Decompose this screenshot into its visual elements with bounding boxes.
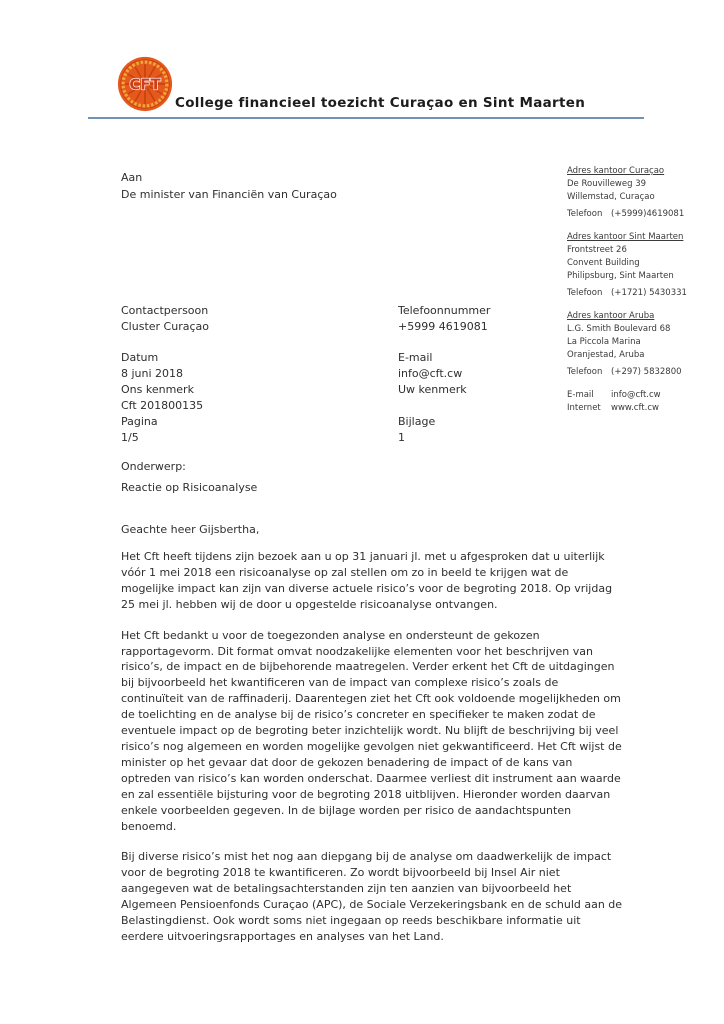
address-line: De Rouvilleweg 39 xyxy=(567,179,647,189)
phone-row xyxy=(567,287,719,300)
phone-number: (+1721) 5430331 xyxy=(611,288,687,298)
office-title: Adres kantoor Aruba xyxy=(567,311,655,321)
address-line: Oranjestad, Aruba xyxy=(567,350,645,360)
meta-values-row xyxy=(121,430,624,446)
email-label: E-mail xyxy=(398,351,433,364)
recipient-block xyxy=(121,169,337,203)
meta-labels-row xyxy=(121,350,624,366)
office-address-curacao xyxy=(567,165,719,221)
website-address: www.cft.cw xyxy=(611,403,659,413)
office-title: Adres kantoor Curaçao xyxy=(567,166,665,176)
salutation: Geachte heer Gijsbertha, xyxy=(121,523,260,536)
email-address: info@cft.cw xyxy=(611,390,661,400)
page-label: Pagina xyxy=(121,415,158,428)
phone-number: (+297) 5832800 xyxy=(611,367,682,377)
body-paragraph: Het Cft bedankt u voor de toegezonden analyse en ondersteunt de gekozen rapportagevorm. Dit format omvat noodzakelijke elementen voor het beschrijven van risico’s, de impact en de bijbehorende maatregelen. Verder erkent het Cft de uitdagingen bij bijvoorbeeld het kwantificeren van de impact van complexe risico’s zoals de continuïteit van de raffinaderij. Daarentegen ziet het Cft ook voldoende mogelijkheden om de toelichting en de analyse bij de risico’s concreter en specifieker te maken zodat de eventuele impact op de begroting beter inzichtelijk wordt. Nu blijft de beschrijving bij veel risico’s nog algemeen en worden mogelijke gevolgen niet gekwantificeerd. Het Cft wijst de minister op het gevaar dat door de gekozen benadering de impact of de kans van optreden van risico’s kan worden onderschat. Daarmee verliest dit instrument aan waarde en zal essentiële bijsturing voor de begroting 2018 uitblijven. Hieronder worden daarvan enkele voorbeelden gegeven. In de bijlage worden per risico de aandachtspunten benoemd. xyxy=(121,628,622,833)
phone-number: (+5999)4619081 xyxy=(611,209,685,219)
attachment-value: 1 xyxy=(398,431,405,444)
office-title: Adres kantoor Sint Maarten xyxy=(567,232,684,242)
email-value: info@cft.cw xyxy=(398,367,463,380)
meta-values-row xyxy=(121,398,624,414)
cft-logo-text: CFT xyxy=(129,75,161,94)
email-label: E-mail xyxy=(567,390,594,400)
internet-label: Internet xyxy=(567,403,601,413)
subject-value: Reactie op Risicoanalyse xyxy=(121,481,258,494)
subject-block xyxy=(121,456,257,498)
address-line: Willemstad, Curaçao xyxy=(567,192,655,202)
meta-labels-row xyxy=(121,414,624,430)
body-paragraph: Het Cft heeft tijdens zijn bezoek aan u op 31 januari jl. met u afgesproken dat u uiterlijk vóór 1 mei 2018 een risicoanalyse op zal stellen om zo in beeld te krijgen wat de mogelijke impact kan zijn van diverse actuele risico’s voor de begroting 2018. Op vrijdag 25 mei jl. hebben wij de door u opgestelde risicoanalyse ontvangen. xyxy=(121,550,613,611)
letter-body xyxy=(121,549,624,960)
address-line: Philipsburg, Sint Maarten xyxy=(567,271,674,281)
our-reference-value: Cft 201800135 xyxy=(121,399,204,412)
subject-label: Onderwerp: xyxy=(121,460,186,473)
meta-values-row xyxy=(121,366,624,382)
org-title: College financieel toezicht Curaçao en Sint Maarten xyxy=(175,95,586,111)
phone-label: Telefoon xyxy=(567,209,603,219)
phone-label: Telefoon xyxy=(567,367,603,377)
page-value: 1/5 xyxy=(121,431,139,444)
office-address-sint-maarten xyxy=(567,231,719,300)
phonenumber-value: +5999 4619081 xyxy=(398,320,488,333)
header-divider xyxy=(88,117,644,119)
contactperson-value: Cluster Curaçao xyxy=(121,320,209,333)
phone-label: Telefoon xyxy=(567,288,603,298)
address-line: La Piccola Marina xyxy=(567,337,641,347)
meta-values-row xyxy=(121,319,624,335)
address-line: Frontstreet 26 xyxy=(567,245,627,255)
attachment-label: Bijlage xyxy=(398,415,436,428)
recipient-name: De minister van Financiën van Curaçao xyxy=(121,188,337,201)
address-line: Convent Building xyxy=(567,258,640,268)
date-value: 8 juni 2018 xyxy=(121,367,184,380)
contactperson-label: Contactpersoon xyxy=(121,304,209,317)
meta-labels-row xyxy=(121,382,624,398)
phone-row xyxy=(567,208,719,221)
meta-labels-row xyxy=(121,303,624,319)
letter-meta xyxy=(121,303,624,446)
address-line: L.G. Smith Boulevard 68 xyxy=(567,324,671,334)
our-reference-label: Ons kenmerk xyxy=(121,383,194,396)
body-paragraph: Bij diverse risico’s mist het nog aan diepgang bij de analyse om daadwerkelijk de impact voor de begroting 2018 te kwantificeren. Zo wordt bijvoorbeeld bij Insel Air niet aangegeven wat de betalingsachterstanden zijn ten aanzien van bijvoorbeeld het Algemeen Pensioenfonds Curaçao (APC), de Sociale Verzekeringsbank en de schuld aan de Belastingdienst. Ook wordt soms niet ingegaan op reeds beschikbare informatie uit eerdere uitvoeringsrapportages en analyses van het Land. xyxy=(121,850,623,943)
recipient-label: Aan xyxy=(121,171,143,184)
cft-logo-icon xyxy=(117,56,173,112)
your-reference-label: Uw kenmerk xyxy=(398,383,467,396)
phonenumber-label: Telefoonnummer xyxy=(398,304,491,317)
meta-spacer xyxy=(121,335,624,350)
date-label: Datum xyxy=(121,351,159,364)
